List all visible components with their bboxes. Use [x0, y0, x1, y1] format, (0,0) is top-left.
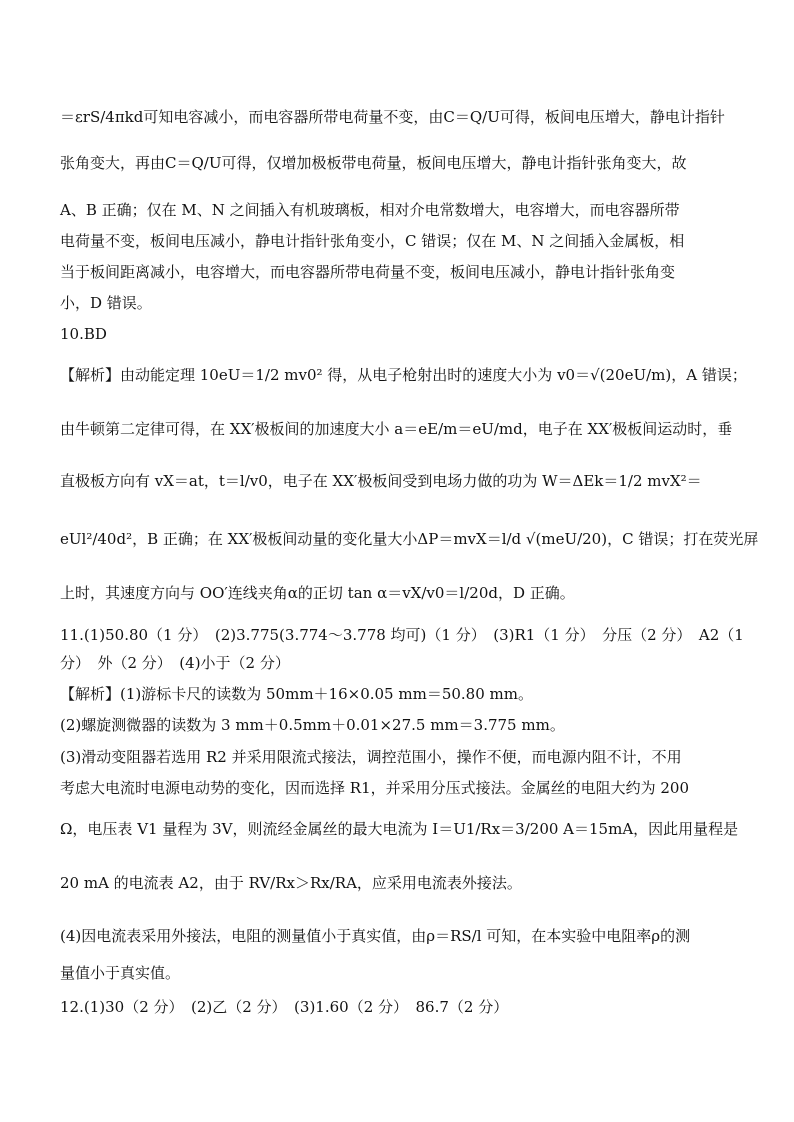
question-number: 11.(1)50.80（1 分） (2)3.775(3.774～3.778 均可)（1 分） (3)R1（1 分） 分压（2 分） A2（1: [60, 626, 744, 644]
text-line: 量值小于真实值。: [60, 964, 181, 982]
text-line: 当于板间距离减小，电容增大，而电容器所带电荷量不变，板间电压减小，静电计指针张角变: [60, 263, 676, 281]
text-line: A、B 正确；仅在 M、N 之间插入有机玻璃板，相对介电常数增大，电容增大，而电容器所带: [60, 201, 680, 219]
text-line: (3)滑动变阻器若选用 R2 并采用限流式接法，调控范围小，操作不便，而电源内阻不计，不用: [60, 748, 682, 766]
question-number: 10.BD: [60, 325, 107, 343]
text-line: 上时，其速度方向与 OO′连线夹角α的正切 tan α＝vX/v0＝l/20d，D 正确。: [60, 584, 575, 602]
text-line: ＝εrS/4πkd可知电容减小，而电容器所带电荷量不变，由C＝Q/U可得，板间电压增大，静电计指针: [60, 108, 725, 126]
analysis-line: 【解析】由动能定理 10eU＝1/2 mv0² 得，从电子枪射出时的速度大小为 v0＝√(20eU/m)，A 错误；: [60, 366, 747, 384]
text-line: 由牛顿第二定律可得，在 XX′极板间的加速度大小 a＝eE/m＝eU/md，电子在 XX′极板间运动时，垂: [60, 420, 733, 438]
question-number: 12.(1)30（2 分） (2)乙（2 分） (3)1.60（2 分） 86.7（2 分）: [60, 998, 509, 1016]
text-line: (4)因电流表采用外接法，电阻的测量值小于真实值，由ρ＝RS/l 可知，在本实验中电阻率ρ的测: [60, 927, 691, 945]
text-line: Ω，电压表 V1 量程为 3V，则流经金属丝的最大电流为 I＝U1/Rx＝3/200 A＝15mA，因此用量程是: [60, 820, 739, 838]
text-line: 20 mA 的电流表 A2，由于 RV/Rx＞Rx/RA，应采用电流表外接法。: [60, 874, 522, 892]
text-line: 分） 外（2 分） (4)小于（2 分）: [60, 654, 290, 672]
text-line: 小，D 错误。: [60, 294, 152, 312]
text-line: 直极板方向有 vX＝at，t＝l/v0，电子在 XX′极板间受到电场力做的功为 W＝ΔEk＝1/2 mvX²＝: [60, 472, 702, 490]
text-line: (2)螺旋测微器的读数为 3 mm＋0.5mm＋0.01×27.5 mm＝3.775 mm。: [60, 716, 565, 734]
text-line: 张角变大，再由C＝Q/U可得，仅增加极板带电荷量，板间电压增大，静电计指针张角变大，故: [60, 154, 687, 172]
text-line: eUl²/40d²，B 正确；在 XX′极板间动量的变化量大小ΔP＝mvX＝l/d √(meU/20)，C 错误；打在荧光屏: [60, 530, 759, 548]
analysis-line: 【解析】(1)游标卡尺的读数为 50mm＋16×0.05 mm＝50.80 mm。: [60, 685, 533, 703]
text-line: 考虑大电流时电源电动势的变化，因而选择 R1，并采用分压式接法。金属丝的电阻大约为 200: [60, 779, 690, 797]
text-line: 电荷量不变，板间电压减小，静电计指针张角变小，C 错误；仅在 M、N 之间插入金属板，相: [60, 232, 685, 250]
